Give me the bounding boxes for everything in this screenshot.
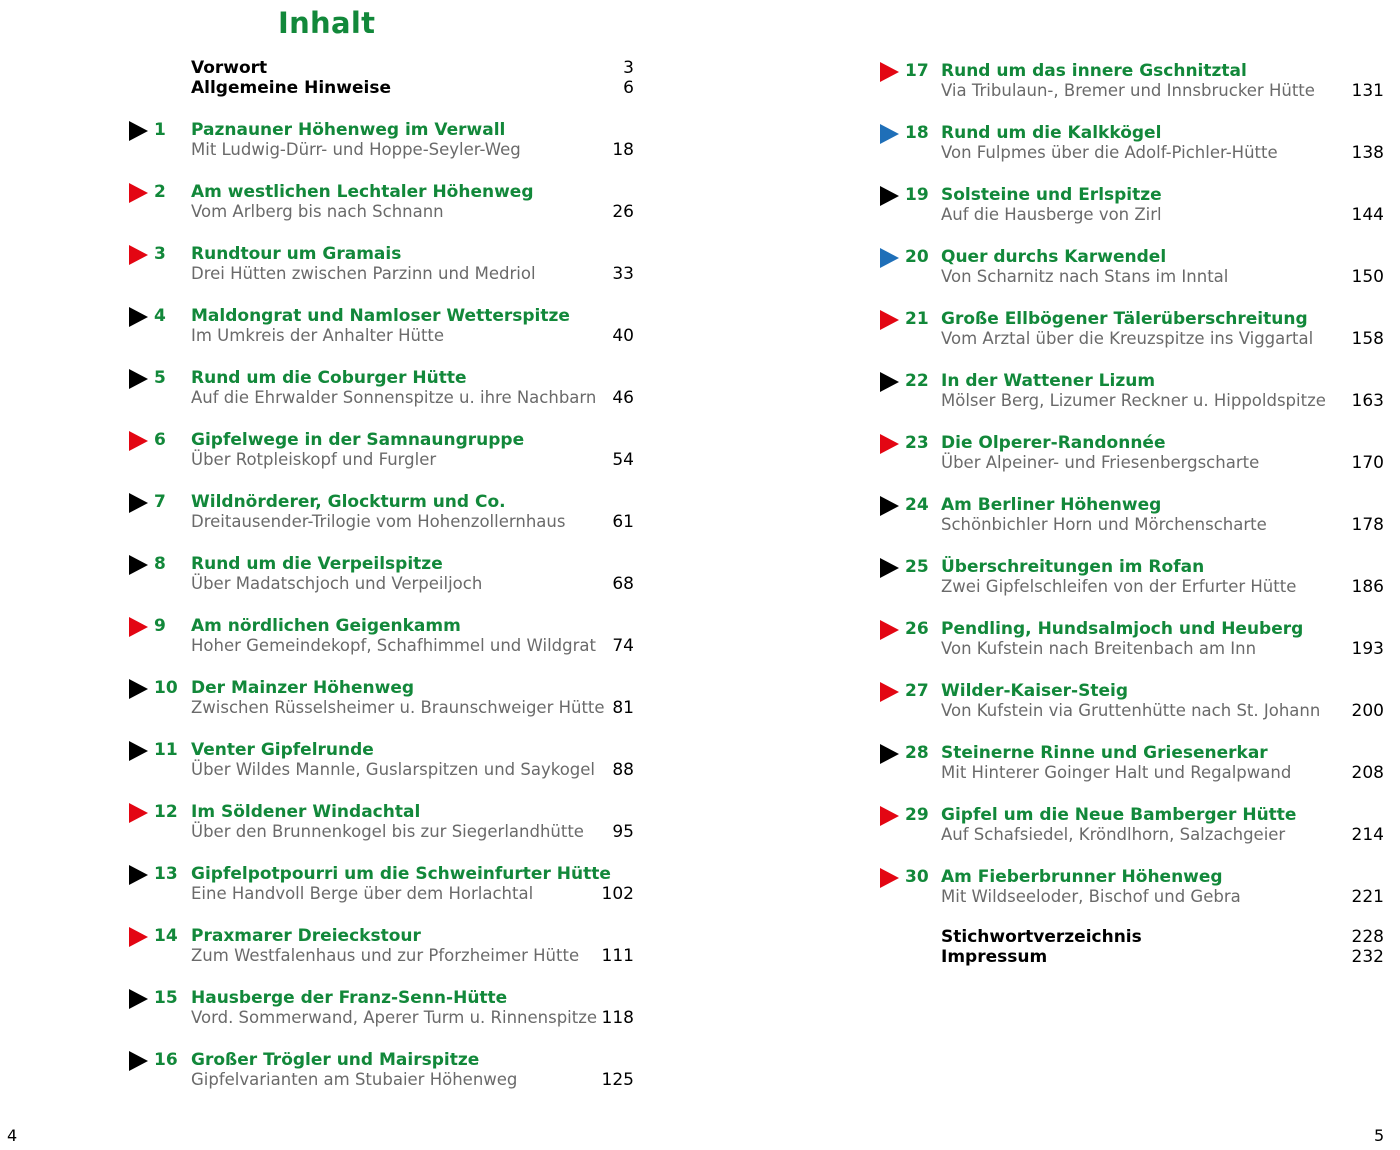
toc-page-number: 61: [612, 512, 634, 532]
toc-page-number: 33: [612, 264, 634, 284]
difficulty-triangle-icon: [880, 434, 899, 454]
tour-subtitle: Zwei Gipfelschleifen von der Erfurter Hütte: [941, 577, 1297, 596]
tour-title[interactable]: Praxmarer Dreieckstour: [191, 926, 421, 946]
tour-title[interactable]: In der Wattener Lizum: [941, 371, 1156, 391]
tour-title[interactable]: Paznauner Höhenweg im Verwall: [191, 120, 506, 140]
tour-number: 11: [154, 740, 178, 760]
tour-title[interactable]: Solsteine und Erlspitze: [941, 185, 1162, 205]
toc-page-number: 6: [623, 78, 634, 98]
page-title: Inhalt: [278, 6, 376, 40]
toc-entry[interactable]: [0, 866, 1400, 910]
tour-title[interactable]: Quer durchs Karwendel: [941, 247, 1167, 267]
toc-page-number: 214: [1351, 825, 1384, 845]
toc-entry[interactable]: [0, 246, 1400, 290]
toc-entry[interactable]: [0, 618, 1400, 662]
tour-subtitle: Vom Arlberg bis nach Schnann: [191, 202, 444, 221]
toc-page-number: 200: [1351, 701, 1384, 721]
toc-page-number: 221: [1351, 887, 1384, 907]
toc-page-number: 138: [1351, 143, 1384, 163]
tour-subtitle: Von Scharnitz nach Stans im Inntal: [941, 267, 1229, 286]
toc-page-number: 102: [601, 884, 634, 904]
toc-entry[interactable]: [0, 680, 1400, 724]
difficulty-triangle-icon: [880, 310, 899, 330]
toc-page-number: 81: [612, 698, 634, 718]
tour-number: 16: [154, 1050, 178, 1070]
tour-title[interactable]: Rund um das innere Gschnitztal: [941, 61, 1247, 81]
toc-front-vorwort[interactable]: Vorwort: [191, 58, 268, 78]
tour-title[interactable]: Rundtour um Gramais: [191, 244, 402, 264]
toc-page-number: 125: [601, 1070, 634, 1090]
tour-title[interactable]: Wildnörderer, Glockturm und Co.: [191, 492, 506, 512]
tour-subtitle: Im Umkreis der Anhalter Hütte: [191, 326, 445, 345]
tour-number: 21: [905, 309, 929, 329]
tour-title[interactable]: Am westlichen Lechtaler Höhenweg: [191, 182, 534, 202]
tour-subtitle: Mit Wildseeloder, Bischof und Gebra: [941, 887, 1241, 906]
toc-entry[interactable]: [0, 432, 1400, 476]
tour-subtitle: Von Kufstein nach Breitenbach am Inn: [941, 639, 1257, 658]
tour-title[interactable]: Wilder-Kaiser-Steig: [941, 681, 1128, 701]
toc-page-number: 3: [623, 58, 634, 78]
tour-number: 9: [154, 616, 166, 636]
tour-number: 28: [905, 743, 929, 763]
tour-title[interactable]: Gipfel um die Neue Bamberger Hütte: [941, 805, 1297, 825]
tour-title[interactable]: Maldongrat und Namloser Wetterspitze: [191, 306, 570, 326]
toc-page-number: 88: [612, 760, 634, 780]
tour-number: 25: [905, 557, 929, 577]
toc-entry[interactable]: [0, 308, 1400, 352]
tour-subtitle: Mit Hinterer Goinger Halt und Regalpwand: [941, 763, 1292, 782]
difficulty-triangle-icon: [880, 248, 899, 268]
tour-number: 4: [154, 306, 166, 326]
difficulty-triangle-icon: [129, 989, 148, 1009]
tour-title[interactable]: Rund um die Coburger Hütte: [191, 368, 467, 388]
tour-title[interactable]: Große Ellbögener Tälerüberschreitung: [941, 309, 1308, 329]
tour-number: 19: [905, 185, 929, 205]
difficulty-triangle-icon: [880, 372, 899, 392]
toc-entry[interactable]: [0, 184, 1400, 228]
tour-number: 14: [154, 926, 178, 946]
toc-entry[interactable]: [0, 1049, 1400, 1093]
tour-number: 8: [154, 554, 166, 574]
toc-page-number: 95: [612, 822, 634, 842]
difficulty-triangle-icon: [880, 806, 899, 826]
tour-number: 17: [905, 61, 929, 81]
toc-page-number: 150: [1351, 267, 1384, 287]
difficulty-triangle-icon: [880, 620, 899, 640]
tour-number: 12: [154, 802, 178, 822]
toc-page-number: 208: [1351, 763, 1384, 783]
tour-number: 24: [905, 495, 929, 515]
tour-title[interactable]: Überschreitungen im Rofan: [941, 557, 1205, 577]
tour-number: 26: [905, 619, 929, 639]
tour-number: 27: [905, 681, 929, 701]
difficulty-triangle-icon: [880, 744, 899, 764]
difficulty-triangle-icon: [129, 927, 148, 947]
tour-subtitle: Auf die Ehrwalder Sonnenspitze u. ihre Nachbarn: [191, 388, 597, 407]
tour-subtitle: Hoher Gemeindekopf, Schafhimmel und Wildgrat: [191, 636, 596, 655]
tour-title[interactable]: Der Mainzer Höhenweg: [191, 678, 415, 698]
tour-number: 10: [154, 678, 178, 698]
toc-page-number: 186: [1351, 577, 1384, 597]
tour-title[interactable]: Rund um die Kalkkögel: [941, 123, 1162, 143]
tour-subtitle: Zum Westfalenhaus und zur Pforzheimer Hütte: [191, 946, 580, 965]
toc-entry[interactable]: [0, 60, 1400, 104]
toc-back-impressum[interactable]: Impressum: [941, 947, 1048, 967]
toc-entry[interactable]: [0, 925, 1400, 969]
toc-page-number: 26: [612, 202, 634, 222]
tour-title[interactable]: Steinerne Rinne und Griesenerkar: [941, 743, 1268, 763]
tour-subtitle: Von Fulpmes über die Adolf-Pichler-Hütte: [941, 143, 1278, 162]
toc-page-number: 163: [1351, 391, 1384, 411]
tour-subtitle: Über Alpeiner- und Friesenbergscharte: [941, 453, 1260, 472]
tour-subtitle: Gipfelvarianten am Stubaier Höhenweg: [191, 1070, 518, 1089]
tour-title[interactable]: Am Fieberbrunner Höhenweg: [941, 867, 1223, 887]
tour-number: 20: [905, 247, 929, 267]
page-number-left: 4: [7, 1126, 18, 1145]
tour-subtitle: Vord. Sommerwand, Aperer Turm u. Rinnenspitze: [191, 1008, 598, 1027]
tour-subtitle: Eine Handvoll Berge über dem Horlachtal: [191, 884, 534, 903]
toc-entry[interactable]: [0, 370, 1400, 414]
tour-title[interactable]: Im Söldener Windachtal: [191, 802, 421, 822]
tour-title[interactable]: Am nördlichen Geigenkamm: [191, 616, 461, 636]
toc-page-number: 46: [612, 388, 634, 408]
tour-number: 6: [154, 430, 166, 450]
tour-number: 13: [154, 864, 178, 884]
toc-page-number: 228: [1351, 927, 1384, 947]
tour-title[interactable]: Gipfelpotpourri um die Schweinfurter Hütte: [191, 864, 611, 884]
tour-number: 29: [905, 805, 929, 825]
toc-entry[interactable]: [0, 122, 1400, 166]
tour-title[interactable]: Am Berliner Höhenweg: [941, 495, 1162, 515]
tour-number: 7: [154, 492, 166, 512]
toc-entry[interactable]: [0, 742, 1400, 786]
toc-page-number: 178: [1351, 515, 1384, 535]
toc-entry[interactable]: [0, 494, 1400, 538]
tour-number: 22: [905, 371, 929, 391]
toc-front-allgemeine-hinweise[interactable]: Allgemeine Hinweise: [191, 78, 391, 98]
toc-page-number: 193: [1351, 639, 1384, 659]
toc-page-number: 144: [1351, 205, 1384, 225]
tour-number: 23: [905, 433, 929, 453]
tour-subtitle: Auf die Hausberge von Zirl: [941, 205, 1162, 224]
toc-page-number: 118: [601, 1008, 634, 1028]
tour-subtitle: Drei Hütten zwischen Parzinn und Medriol: [191, 264, 536, 283]
tour-number: 2: [154, 182, 166, 202]
tour-subtitle: Über Wildes Mannle, Guslarspitzen und Saykogel: [191, 760, 596, 779]
tour-number: 1: [154, 120, 166, 140]
tour-title[interactable]: Großer Trögler und Mairspitze: [191, 1050, 480, 1070]
tour-subtitle: Via Tribulaun-, Bremer und Innsbrucker Hütte: [941, 81, 1315, 100]
tour-title[interactable]: Hausberge der Franz-Senn-Hütte: [191, 988, 508, 1008]
toc-page-number: 158: [1351, 329, 1384, 349]
toc-page-number: 54: [612, 450, 634, 470]
tour-subtitle: Mit Ludwig-Dürr- und Hoppe-Seyler-Weg: [191, 140, 521, 159]
toc-entry[interactable]: [0, 987, 1400, 1031]
toc-page-number: 18: [612, 140, 634, 160]
difficulty-triangle-icon: [880, 186, 899, 206]
difficulty-triangle-icon: [880, 124, 899, 144]
difficulty-triangle-icon: [880, 558, 899, 578]
tour-number: 18: [905, 123, 929, 143]
tour-number: 5: [154, 368, 166, 388]
difficulty-triangle-icon: [880, 682, 899, 702]
difficulty-triangle-icon: [129, 1051, 148, 1071]
tour-subtitle: Mölser Berg, Lizumer Reckner u. Hippoldspitze: [941, 391, 1326, 410]
toc-page-number: 170: [1351, 453, 1384, 473]
tour-title[interactable]: Venter Gipfelrunde: [191, 740, 374, 760]
tour-subtitle: Über Rotpleiskopf und Furgler: [191, 450, 437, 469]
tour-subtitle: Dreitausender-Trilogie vom Hohenzollernhaus: [191, 512, 566, 531]
difficulty-triangle-icon: [880, 496, 899, 516]
toc-page-number: 131: [1351, 81, 1384, 101]
tour-subtitle: Über den Brunnenkogel bis zur Siegerlandhütte: [191, 822, 584, 841]
tour-number: 3: [154, 244, 166, 264]
tour-number: 15: [154, 988, 178, 1008]
toc-back-stichwortverzeichnis[interactable]: Stichwortverzeichnis: [941, 927, 1142, 947]
tour-subtitle: Zwischen Rüsselsheimer u. Braunschweiger Hütte: [191, 698, 605, 717]
toc-page-number: 40: [612, 326, 634, 346]
difficulty-triangle-icon: [880, 868, 899, 888]
tour-title[interactable]: Rund um die Verpeilspitze: [191, 554, 443, 574]
page-number-right: 5: [1374, 1126, 1385, 1145]
toc-page-number: 74: [612, 636, 634, 656]
toc-page-number: 68: [612, 574, 634, 594]
toc-entry[interactable]: [0, 556, 1400, 600]
toc-page-number: 111: [601, 946, 634, 966]
tour-subtitle: Auf Schafsiedel, Kröndlhorn, Salzachgeier: [941, 825, 1286, 844]
tour-title[interactable]: Pendling, Hundsalmjoch und Heuberg: [941, 619, 1304, 639]
tour-number: 30: [905, 867, 929, 887]
toc-page-number: 232: [1351, 947, 1384, 967]
tour-title[interactable]: Die Olperer-Randonnée: [941, 433, 1166, 453]
tour-subtitle: Vom Arztal über die Kreuzspitze ins Viggartal: [941, 329, 1314, 348]
tour-subtitle: Über Madatschjoch und Verpeiljoch: [191, 574, 483, 593]
difficulty-triangle-icon: [880, 62, 899, 82]
tour-title[interactable]: Gipfelwege in der Samnaungruppe: [191, 430, 525, 450]
tour-subtitle: Schönbichler Horn und Mörchenscharte: [941, 515, 1267, 534]
toc-entry[interactable]: [0, 804, 1400, 848]
tour-subtitle: Von Kufstein via Gruttenhütte nach St. Johann: [941, 701, 1321, 720]
